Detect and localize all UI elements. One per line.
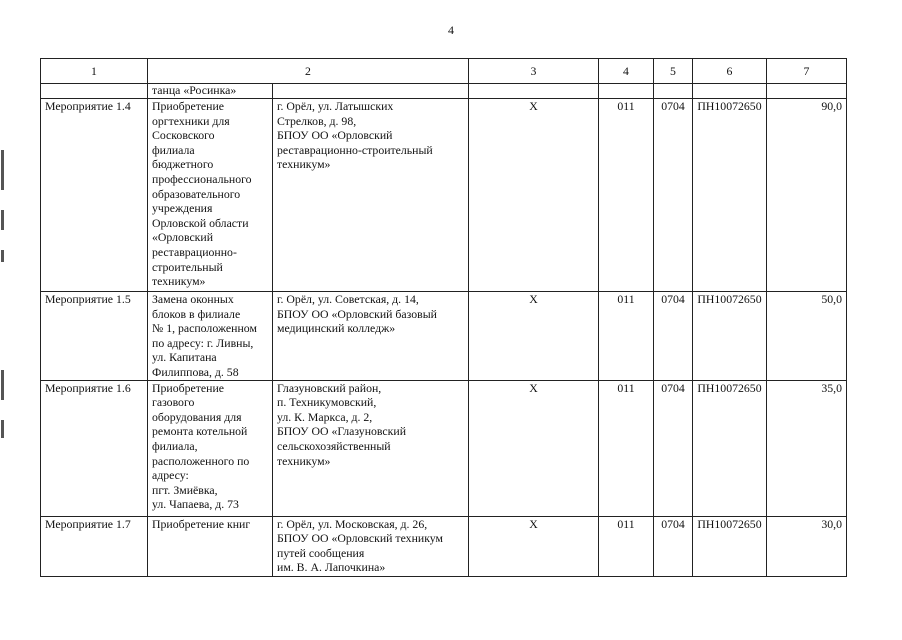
header-cell: 7 — [767, 59, 847, 84]
empty-cell — [654, 84, 693, 99]
measure-col4: 011 — [599, 292, 654, 381]
measure-col6: ПН10072650 — [693, 292, 767, 381]
measure-col3: Х — [469, 380, 599, 516]
empty-cell — [273, 84, 469, 99]
measure-description: Замена оконных блоков в филиале № 1, расположенном по адресу: г. Ливны, ул. Капитана Филиппова, д. 58 — [148, 292, 273, 381]
measure-col3: Х — [469, 99, 599, 292]
header-cell: 2 — [148, 59, 469, 84]
empty-cell — [41, 84, 148, 99]
measure-name: Мероприятие 1.4 — [41, 99, 148, 292]
continuation-row — [41, 84, 847, 99]
measure-col5: 0704 — [654, 292, 693, 381]
measure-name: Мероприятие 1.5 — [41, 292, 148, 381]
header-cell: 4 — [599, 59, 654, 84]
measure-name: Мероприятие 1.6 — [41, 380, 148, 516]
table-row — [41, 99, 847, 292]
header-row — [41, 59, 847, 84]
measure-address: г. Орёл, ул. Советская, д. 14, БПОУ ОО «Орловский базовый медицинский колледж» — [273, 292, 469, 381]
measure-col5: 0704 — [654, 99, 693, 292]
empty-cell — [469, 84, 599, 99]
table-row — [41, 516, 847, 576]
measure-description: Приобретение книг — [148, 516, 273, 576]
measure-col5: 0704 — [654, 516, 693, 576]
budget-measures-table — [40, 58, 847, 577]
measure-col4: 011 — [599, 516, 654, 576]
measure-col6: ПН10072650 — [693, 380, 767, 516]
header-cell: 6 — [693, 59, 767, 84]
measure-col4: 011 — [599, 99, 654, 292]
measure-address: г. Орёл, ул. Московская, д. 26, БПОУ ОО «Орловский техникум путей сообщения им. В. А. Лапочкина» — [273, 516, 469, 576]
measure-col7: 50,0 — [767, 292, 847, 381]
measure-address: г. Орёл, ул. Латышских Стрелков, д. 98, БПОУ ОО «Орловский реставрационно-строительный техникум» — [273, 99, 469, 292]
measure-address: Глазуновский район, п. Техникумовский, ул. К. Маркса, д. 2, БПОУ ОО «Глазуновский сельскохозяйственный техникум» — [273, 380, 469, 516]
measure-description: Приобретение оргтехники для Сосковского филиала бюджетного профессионального образовательного учреждения Орловской области «Орловский реставрационно- строительный техникум» — [148, 99, 273, 292]
measure-col3: Х — [469, 292, 599, 381]
header-cell: 1 — [41, 59, 148, 84]
page-number: 4 — [448, 23, 454, 37]
measure-col6: ПН10072650 — [693, 99, 767, 292]
header-cell: 5 — [654, 59, 693, 84]
measure-col7: 35,0 — [767, 380, 847, 516]
measure-col3: Х — [469, 516, 599, 576]
empty-cell — [693, 84, 767, 99]
scan-margin-marks — [0, 150, 6, 450]
empty-cell — [599, 84, 654, 99]
header-cell: 3 — [469, 59, 599, 84]
measure-col4: 011 — [599, 380, 654, 516]
empty-cell — [767, 84, 847, 99]
measure-description: Приобретение газового оборудования для ремонта котельной филиала, расположенного по адресу: пгт. Змиёвка, ул. Чапаева, д. 73 — [148, 380, 273, 516]
table-row — [41, 292, 847, 381]
table-row — [41, 380, 847, 516]
measure-col7: 30,0 — [767, 516, 847, 576]
measure-col7: 90,0 — [767, 99, 847, 292]
measure-col6: ПН10072650 — [693, 516, 767, 576]
measure-col5: 0704 — [654, 380, 693, 516]
continuation-description: танца «Росинка» — [148, 84, 273, 99]
measure-name: Мероприятие 1.7 — [41, 516, 148, 576]
